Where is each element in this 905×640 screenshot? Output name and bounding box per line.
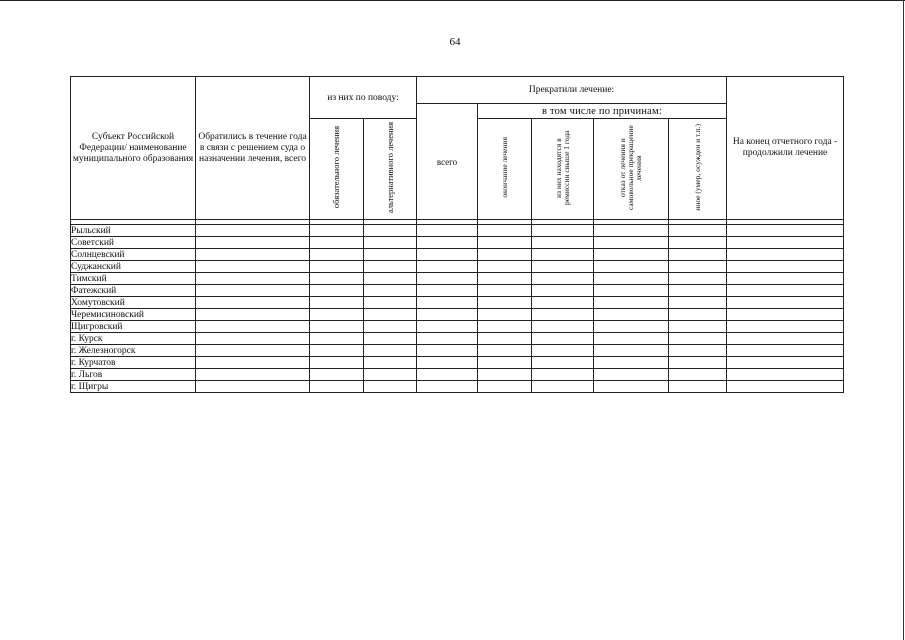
empty-cell — [594, 369, 669, 381]
empty-cell — [594, 225, 669, 237]
empty-cell — [669, 261, 727, 273]
empty-cell — [478, 273, 532, 285]
empty-cell — [669, 285, 727, 297]
report-table — [70, 76, 844, 393]
empty-cell — [196, 357, 310, 369]
header-completion-text: окончание лечения — [499, 137, 509, 198]
empty-cell — [310, 225, 364, 237]
empty-cell — [532, 285, 594, 297]
empty-cell — [310, 369, 364, 381]
empty-cell — [417, 261, 478, 273]
table-row — [71, 237, 844, 249]
empty-cell — [417, 333, 478, 345]
empty-cell — [196, 369, 310, 381]
municipality-name: г. Курск — [71, 333, 196, 345]
empty-cell — [310, 345, 364, 357]
empty-cell — [594, 309, 669, 321]
empty-cell — [364, 309, 417, 321]
empty-cell — [594, 297, 669, 309]
empty-cell — [478, 297, 532, 309]
municipality-name: Черемисиновский — [71, 309, 196, 321]
empty-cell — [478, 333, 532, 345]
table-row — [71, 273, 844, 285]
empty-cell — [594, 273, 669, 285]
scan-edge-right — [903, 0, 904, 640]
empty-cell — [417, 285, 478, 297]
municipality-name: г. Льгов — [71, 369, 196, 381]
empty-cell — [196, 285, 310, 297]
empty-cell — [727, 297, 844, 309]
empty-cell — [478, 261, 532, 273]
empty-cell — [532, 381, 594, 393]
empty-cell — [727, 381, 844, 393]
table-row — [71, 345, 844, 357]
empty-cell — [417, 345, 478, 357]
header-refusal — [594, 119, 669, 220]
empty-cell — [669, 381, 727, 393]
empty-cell — [594, 345, 669, 357]
empty-cell — [364, 249, 417, 261]
empty-cell — [727, 321, 844, 333]
empty-cell — [310, 249, 364, 261]
empty-cell — [364, 381, 417, 393]
empty-cell — [417, 369, 478, 381]
table-row — [71, 297, 844, 309]
empty-cell — [727, 309, 844, 321]
empty-cell — [478, 369, 532, 381]
page-number: 64 — [449, 36, 461, 48]
empty-cell — [594, 321, 669, 333]
empty-cell — [532, 333, 594, 345]
table-row — [71, 357, 844, 369]
empty-cell — [727, 285, 844, 297]
empty-cell — [364, 225, 417, 237]
empty-cell — [478, 285, 532, 297]
empty-cell — [196, 309, 310, 321]
empty-cell — [364, 345, 417, 357]
empty-cell — [727, 369, 844, 381]
empty-cell — [364, 273, 417, 285]
header-subject: Субъект Российской Федерации/ наименование муниципального образования — [71, 77, 196, 220]
empty-cell — [310, 381, 364, 393]
municipality-name: Советский — [71, 237, 196, 249]
empty-cell — [727, 225, 844, 237]
empty-cell — [669, 357, 727, 369]
empty-cell — [364, 261, 417, 273]
table-row — [71, 381, 844, 393]
header-referred: Обратились в течение года в связи с решением суда о назначении лечения, всего — [196, 77, 310, 220]
empty-cell — [669, 345, 727, 357]
header-including-reasons: в том числе по причинам: — [478, 104, 727, 119]
municipality-name: Щигровский — [71, 321, 196, 333]
empty-cell — [594, 381, 669, 393]
empty-cell — [532, 237, 594, 249]
empty-cell — [196, 273, 310, 285]
empty-cell — [417, 321, 478, 333]
empty-cell — [478, 237, 532, 249]
empty-cell — [417, 381, 478, 393]
empty-cell — [196, 381, 310, 393]
empty-cell — [532, 345, 594, 357]
empty-cell — [417, 225, 478, 237]
empty-cell — [669, 225, 727, 237]
empty-cell — [532, 273, 594, 285]
empty-cell — [196, 297, 310, 309]
table-row — [71, 225, 844, 237]
empty-cell — [196, 225, 310, 237]
empty-cell — [310, 261, 364, 273]
municipality-name: Хомутовский — [71, 297, 196, 309]
municipality-name: Фатежский — [71, 285, 196, 297]
empty-cell — [727, 333, 844, 345]
header-completion — [478, 119, 532, 220]
empty-cell — [532, 321, 594, 333]
empty-cell — [532, 249, 594, 261]
empty-cell — [310, 309, 364, 321]
empty-cell — [594, 285, 669, 297]
table-row — [71, 309, 844, 321]
empty-cell — [669, 321, 727, 333]
empty-cell — [310, 333, 364, 345]
municipality-name: Суджанский — [71, 261, 196, 273]
municipality-name: Рыльский — [71, 225, 196, 237]
table-row — [71, 333, 844, 345]
empty-cell — [196, 345, 310, 357]
table-row — [71, 285, 844, 297]
empty-cell — [196, 333, 310, 345]
empty-cell — [478, 249, 532, 261]
empty-cell — [310, 285, 364, 297]
header-mandatory-text: обязательного лечения — [331, 126, 341, 209]
header-remission — [532, 119, 594, 220]
empty-cell — [727, 237, 844, 249]
empty-cell — [417, 273, 478, 285]
empty-cell — [727, 273, 844, 285]
empty-cell — [594, 249, 669, 261]
empty-cell — [196, 237, 310, 249]
empty-cell — [669, 369, 727, 381]
empty-cell — [364, 357, 417, 369]
empty-cell — [310, 321, 364, 333]
empty-cell — [594, 237, 669, 249]
empty-cell — [310, 237, 364, 249]
municipality-name: Солнцевский — [71, 249, 196, 261]
empty-cell — [478, 381, 532, 393]
empty-cell — [478, 321, 532, 333]
empty-cell — [364, 333, 417, 345]
empty-cell — [310, 297, 364, 309]
empty-cell — [532, 357, 594, 369]
empty-cell — [364, 297, 417, 309]
header-other — [669, 119, 727, 220]
empty-cell — [532, 309, 594, 321]
empty-cell — [478, 357, 532, 369]
empty-cell — [364, 321, 417, 333]
empty-cell — [478, 225, 532, 237]
empty-cell — [594, 333, 669, 345]
table-row — [71, 249, 844, 261]
empty-cell — [669, 309, 727, 321]
empty-cell — [669, 333, 727, 345]
header-remission-text: из них находятся в ремиссии свыше 1 года — [553, 130, 571, 205]
empty-cell — [417, 249, 478, 261]
empty-cell — [364, 369, 417, 381]
table-body — [71, 220, 844, 393]
empty-cell — [417, 357, 478, 369]
empty-cell — [669, 237, 727, 249]
empty-cell — [310, 273, 364, 285]
municipality-name: Тимский — [71, 273, 196, 285]
empty-cell — [594, 261, 669, 273]
table-row — [71, 321, 844, 333]
empty-cell — [478, 309, 532, 321]
header-refusal-text: отказ от лечения и самовольное прекращение лечения — [618, 125, 644, 210]
municipality-name: г. Железногорск — [71, 345, 196, 357]
municipality-name: г. Щигры — [71, 381, 196, 393]
municipality-name: г. Курчатов — [71, 357, 196, 369]
table-row — [71, 369, 844, 381]
scan-edge-top — [0, 0, 905, 1]
table-row — [71, 261, 844, 273]
header-alternative-text: альтернативного лечения — [384, 121, 395, 214]
empty-cell — [594, 357, 669, 369]
empty-cell — [669, 273, 727, 285]
empty-cell — [417, 237, 478, 249]
empty-cell — [727, 345, 844, 357]
empty-cell — [417, 297, 478, 309]
empty-cell — [669, 297, 727, 309]
empty-cell — [669, 249, 727, 261]
empty-cell — [532, 297, 594, 309]
empty-cell — [532, 225, 594, 237]
empty-cell — [196, 321, 310, 333]
header-mandatory — [310, 119, 364, 220]
empty-cell — [364, 285, 417, 297]
header-alternative — [364, 119, 417, 220]
empty-cell — [727, 261, 844, 273]
empty-cell — [417, 309, 478, 321]
empty-cell — [196, 261, 310, 273]
header-of-them-reason: из них по поводу: — [310, 77, 417, 119]
empty-cell — [364, 237, 417, 249]
header-total: всего — [417, 104, 478, 220]
empty-cell — [310, 357, 364, 369]
empty-cell — [532, 261, 594, 273]
header-end-of-year: На конец отчетного года - продолжили лечение — [727, 77, 844, 220]
empty-cell — [196, 249, 310, 261]
empty-cell — [727, 357, 844, 369]
empty-cell — [532, 369, 594, 381]
header-ceased: Прекратили лечение: — [417, 77, 727, 104]
empty-cell — [727, 249, 844, 261]
header-other-text: иное (умер, осужден и т.п.) — [692, 124, 702, 211]
empty-cell — [478, 345, 532, 357]
